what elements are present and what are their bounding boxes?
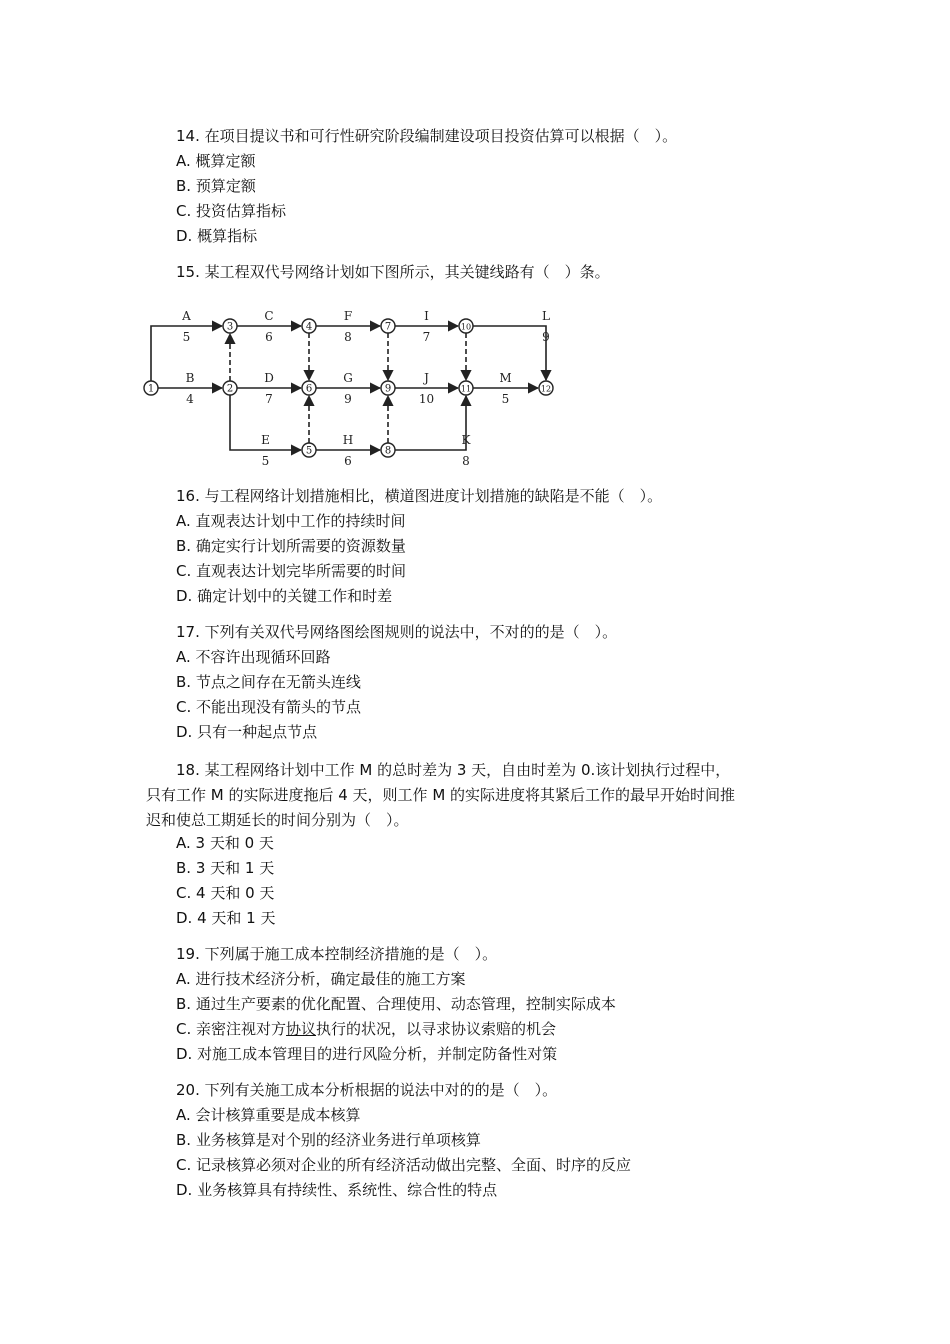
question-18-option-b: B. 3 天和 1 天 [176, 859, 275, 877]
activity-name-K: K [461, 433, 471, 447]
activity-duration-B: 4 [186, 392, 194, 406]
node-8 [381, 443, 395, 457]
activity-duration-A: 5 [182, 330, 191, 344]
node-label-12: 12 [540, 384, 552, 394]
question-14-option-c: C. 投资估算指标 [176, 202, 287, 220]
node-label-1: 1 [147, 383, 155, 395]
activity-duration-C: 6 [265, 330, 273, 344]
question-18-option-d: D. 4 天和 1 天 [176, 909, 276, 927]
node-label-8: 8 [384, 445, 392, 457]
node-9 [381, 381, 395, 395]
question-15-stem: 15. 某工程双代号网络计划如下图所示，其关键线路有（ ）条。 [176, 263, 610, 281]
node-label-2: 2 [226, 383, 234, 395]
node-label-5: 5 [305, 445, 313, 457]
question-19-option-a: A. 进行技术经济分析，确定最佳的施工方案 [176, 970, 466, 988]
node-3 [223, 319, 237, 333]
node-5 [302, 443, 316, 457]
question-16-option-b: B. 确定实行计划所需要的资源数量 [176, 537, 406, 555]
node-label-7: 7 [384, 321, 392, 333]
question-17-option-a: A. 不容许出现循环回路 [176, 648, 331, 666]
node-10 [459, 319, 473, 333]
question-18-option-c: C. 4 天和 0 天 [176, 884, 275, 902]
activity-name-L: L [542, 309, 550, 323]
activity-duration-L: 9 [542, 330, 550, 344]
activity-name-E: E [261, 433, 270, 447]
question-18-line-1: 18. 某工程网络计划中工作 M 的总时差为 3 天，自由时差为 0.该计划执行过程中， [176, 761, 731, 779]
node-label-6: 6 [305, 383, 313, 395]
activity-name-A: A [182, 309, 191, 323]
underlined-word: 协议 [286, 1020, 317, 1038]
question-19-option-b: B. 通过生产要素的优化配置、合理使用、动态管理，控制实际成本 [176, 995, 616, 1013]
activity-name-G: G [343, 371, 353, 385]
activity-name-D: D [264, 371, 274, 385]
question-14-option-b: B. 预算定额 [176, 177, 256, 195]
question-16-stem: 16. 与工程网络计划措施相比，横道图进度计划措施的缺陷是不能（ ）。 [176, 487, 663, 505]
question-17-stem: 17. 下列有关双代号网络图绘图规则的说法中，不对的的是（ ）。 [176, 623, 618, 641]
question-17-option-c: C. 不能出现没有箭头的节点 [176, 698, 362, 716]
activity-name-J: J [424, 371, 429, 385]
node-2 [223, 381, 237, 395]
node-label-9: 9 [384, 383, 392, 395]
question-17-option-d: D. 只有一种起点节点 [176, 723, 318, 741]
activity-duration-M: 5 [501, 392, 510, 406]
activity-name-C: C [264, 309, 274, 323]
question-20-option-c: C. 记录核算必须对企业的所有经济活动做出完整、全面、时序的反应 [176, 1156, 632, 1174]
activity-duration-F: 8 [344, 330, 352, 344]
question-20-stem: 20. 下列有关施工成本分析根据的说法中对的的是（ ）。 [176, 1081, 558, 1099]
question-18-option-a: A. 3 天和 0 天 [176, 834, 274, 852]
node-12 [539, 381, 553, 395]
activity-duration-K: 8 [462, 454, 470, 468]
activity-duration-I: 7 [422, 330, 431, 344]
node-label-3: 3 [226, 321, 234, 333]
node-1 [144, 381, 158, 395]
activity-name-H: H [342, 433, 354, 447]
activity-name-F: F [343, 309, 353, 323]
network-diagram [136, 300, 566, 470]
node-label-4: 4 [305, 321, 313, 333]
question-16-option-d: D. 确定计划中的关键工作和时差 [176, 587, 393, 605]
node-label-11: 11 [460, 384, 472, 394]
question-20-option-a: A. 会计核算重要是成本核算 [176, 1106, 361, 1124]
question-19-stem: 19. 下列属于施工成本控制经济措施的是（ ）。 [176, 945, 498, 963]
question-18-stem [146, 758, 826, 833]
question-16-option-c: C. 直观表达计划完毕所需要的时间 [176, 562, 407, 580]
activity-name-I: I [424, 309, 429, 323]
activity-duration-E: 5 [261, 454, 270, 468]
question-14-stem: 14. 在项目提议书和可行性研究阶段编制建设项目投资估算可以根据（ ）。 [176, 127, 678, 145]
activity-duration-H: 6 [344, 454, 352, 468]
question-16-option-a: A. 直观表达计划中工作的持续时间 [176, 512, 406, 530]
node-4 [302, 319, 316, 333]
node-6 [302, 381, 316, 395]
question-14-option-a: A. 概算定额 [176, 152, 256, 170]
question-20-option-d: D. 业务核算具有持续性、系统性、综合性的特点 [176, 1181, 498, 1199]
question-20-option-b: B. 业务核算是对个别的经济业务进行单项核算 [176, 1131, 481, 1149]
activity-name-M: M [499, 371, 512, 385]
activity-duration-J: 10 [418, 392, 435, 406]
question-14-option-d: D. 概算指标 [176, 227, 258, 245]
node-11 [459, 381, 473, 395]
question-18-line-2: 只有工作 M 的实际进度拖后 4 天，则工作 M 的实际进度将其紧后工作的最早开始时间推 [146, 786, 736, 804]
question-19-option-c: C. 亲密注视对方协议执行的状况，以寻求协议索赔的机会 [176, 1020, 557, 1038]
question-19-option-d: D. 对施工成本管理目的进行风险分析，并制定防备性对策 [176, 1045, 558, 1063]
node-7 [381, 319, 395, 333]
node-label-10: 10 [460, 322, 472, 332]
activity-duration-G: 9 [344, 392, 352, 406]
activity-name-B: B [185, 371, 195, 385]
question-17-option-b: B. 节点之间存在无箭头连线 [176, 673, 361, 691]
activity-duration-D: 7 [265, 392, 273, 406]
question-18-line-3: 迟和使总工期延长的时间分别为（ ）。 [146, 811, 409, 829]
